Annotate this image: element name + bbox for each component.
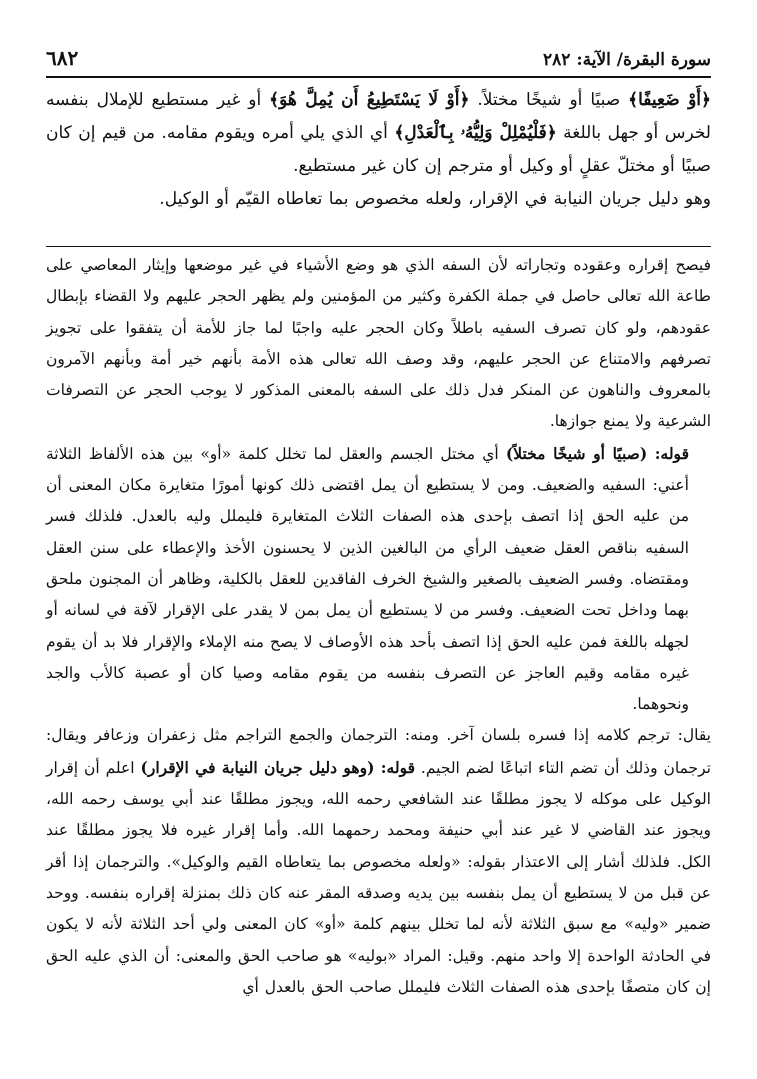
commentary-paragraph-3	[46, 720, 711, 1003]
explanation-text: أي الذي يلي أمره ويقوم مقامه. من قيم إن كان صبيًا أو مختلّ عقلٍ أو وكيل أو مترجم إن كان غير مستطيع.	[46, 123, 711, 176]
explanation-text: صبيًا أو شيخًا مختلاً.	[469, 90, 629, 110]
commentary-paragraph-1: فيصح إقراره وعقوده وتجاراته لأن السفه الذي هو وضع الأشياء في غير موضعها وإيثار المعاصي على طاعة الله تعالى حاصل في جملة الكفرة وكثير من المؤمنين ولم يظهر الحجر عليهم ولا القضاء بإبطال عقودهم، ولو كان تصرف السفيه باطلاً وكان الحجر عليه واجبًا لما جاز للأمة أن يتفقوا على تجويز تصرفهم والامتناع عن الحجر عليهم، وقد وصف الله تعالى هذه الأمة بأنهم خير أمة وبأنهم الآمرون بالمعروف والناهون عن المنكر فدل ذلك على السفه بالمعنى المذكور لا يوجب الحجر عن التصرفات الشرعية ولا يمنع جوازها.	[46, 256, 711, 431]
running-header	[46, 42, 711, 78]
page-number: ٦٨٢	[46, 46, 79, 70]
quran-quote: ﴿أَوْ لَا يَسْتَطِيعُ أَن يُمِلَّ هُوَ﴾	[269, 90, 470, 110]
tafsir-main-text	[46, 84, 711, 216]
commentary-text: يقال: ترجم كلامه إذا فسره بلسان آخر. ومنه: الترجمان والجمع التراجم مثل زعفران وزعافر ويقال: ترجمان وذلك أن تضم التاء اتباعًا لضم الجيم.	[46, 726, 711, 777]
quran-quote: ﴿أَوْ ضَعِيفًا﴾	[628, 90, 711, 110]
explanation-text: أو غير مستطيع للإملال بنفسه لخرس أو جهل باللغة	[46, 90, 711, 143]
commentary-text: اعلم أن إقرار الوكيل على موكله لا يجوز مطلقًا عند الشافعي رحمه الله، ويجوز مطلقًا عند أبي يوسف رحمه الله، ويجوز عند القاضي لا غير عند أبي حنيفة ومحمد رحمهما الله. وأما إقرار غيره فلا يجوز مطلقًا عند الكل. فلذلك أشار إلى الاعتذار بقوله: «ولعله مخصوص بما يتعاطاه القيم والوكيل». والترجمان إذا أقر عن قبل من لا يستطيع أن يمل بنفسه بين يديه وصدقه المقر عنه كان ذلك بمنزلة إقراره بنفسه. ووحد ضمير «وليه» مع سبق الثلاثة لأنه لما تخلل بينهم كلمة «أو» كان المعنى ولي أحد الثلاثة لأنه لا يكون في الحادثة الواحدة إلا واحد منهم. وقيل: المراد «بوليه» هو صاحب الحق والمعنى: أن الذي عليه الحق إن كان متصفًا بإحدى هذه الصفات الثلاث فليملل صاحب الحق بالعدل أي	[46, 758, 711, 996]
commentary-text: أي مختل الجسم والعقل لما تخلل كلمة «أو» بين هذه الألفاظ الثلاثة أعني: السفيه والضعيف. ومن لا يستطيع أن يمل اقتضى ذلك كونها أمورًا متغايرة مكان المعنى أن من عليه الحق إذا اتصف بإحدى هذه الصفات الثلاث المتغايرة فليملل وليه بالعدل. فلذلك فسر السفيه بناقص العقل ضعيف الرأي من البالغين الذين لا يحسنون الأخذ والإعطاء على سنن العقل ومقتضاه. وفسر الضعيف بالصغير والشيخ الخرف الفاقدين للعقل بالكلية، وظاهر أن المجنون ملحق بهما وداخل تحت الضعيف. وفسر من لا يستطيع أن يمل بمن لا يقدر على الإقرار لآفة في لسانه أو لجهله باللغة فمن عليه الحق إذا اتصف بأحد هذه الأوصاف لا يصح منه الإملاء والإقرار فلا بد أن يقوم غيره مقامه وقيم العاجز عن التصرف بنفسه من يقوم مقامه وصيا كان أو عصبة كالأب والجد ونحوهما.	[46, 444, 689, 714]
surah-title: سورة البقرة/ الآية: ٢٨٢	[543, 50, 711, 70]
quran-quote: ﴿فَلْيُمْلِلْ وَلِيُّهُۥ بِٱلْعَدْلِ﴾	[394, 123, 557, 143]
footnote-separator	[46, 246, 711, 247]
commentary-heading: قوله: (وهو دليل جريان النيابة في الإقرار)	[140, 757, 415, 777]
commentary-section	[46, 250, 711, 1003]
main-paragraph-1	[46, 84, 711, 183]
commentary-heading: قوله: (صبيًا أو شيخًا مختلاً)	[505, 443, 689, 463]
commentary-paragraph-2	[46, 438, 711, 721]
main-paragraph-2: وهو دليل جريان النيابة في الإقرار، ولعله مخصوص بما تعاطاه القيّم أو الوكيل.	[159, 189, 711, 209]
